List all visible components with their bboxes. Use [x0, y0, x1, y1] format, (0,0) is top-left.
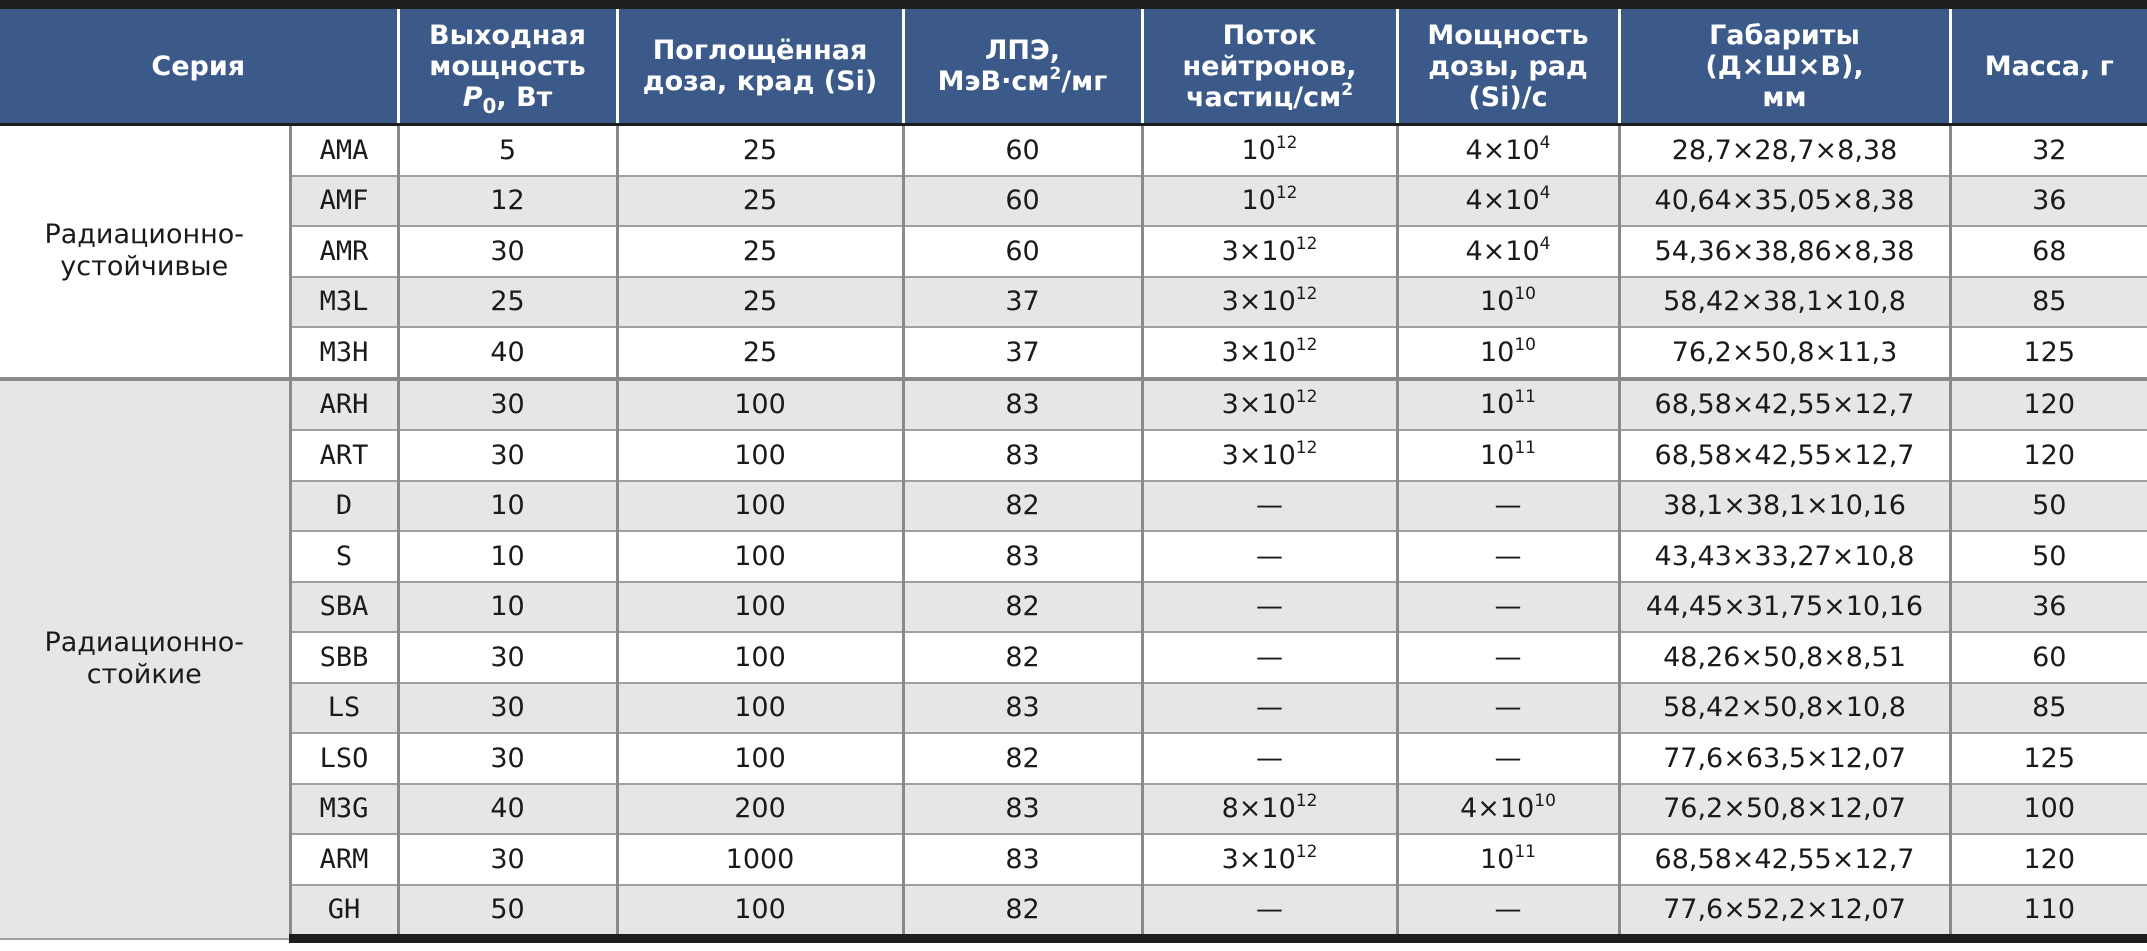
table-row [0, 430, 2147, 481]
rate-cell-base: 10 [1480, 439, 1515, 471]
dims-cell: 40,64×35,05×8,38 [1619, 176, 1950, 227]
header-power-var: P [462, 81, 483, 113]
flux-cell-base: — [1256, 742, 1283, 774]
rate-cell [1397, 784, 1619, 835]
rate-cell-base: 10 [1480, 336, 1515, 368]
rate-cell [1397, 125, 1619, 176]
let-cell: 60 [903, 125, 1142, 176]
group-cell-hardened [0, 379, 290, 939]
flux-cell-base: 10 [1241, 185, 1276, 217]
dose-cell: 25 [617, 277, 903, 328]
dose-cell: 100 [617, 885, 903, 939]
dims-cell: 44,45×31,75×10,16 [1619, 582, 1950, 633]
flux-cell [1142, 531, 1397, 582]
model-cell: ART [290, 430, 398, 481]
dims-cell: 68,58×42,55×12,7 [1619, 834, 1950, 885]
rate-cell-base: 10 [1480, 286, 1515, 318]
model-cell: SBA [290, 582, 398, 633]
rate-cell [1397, 379, 1619, 431]
header-let-sup: 2 [1049, 64, 1062, 84]
let-cell: 60 [903, 176, 1142, 227]
dims-cell: 28,7×28,7×8,38 [1619, 125, 1950, 176]
dims-cell: 43,43×33,27×10,8 [1619, 531, 1950, 582]
model-cell: D [290, 481, 398, 532]
dims-cell: 38,1×38,1×10,16 [1619, 481, 1950, 532]
header-row [0, 5, 2147, 125]
flux-cell [1142, 683, 1397, 734]
flux-cell-base: — [1256, 641, 1283, 673]
flux-cell [1142, 125, 1397, 176]
header-dims-line2: мм [1762, 81, 1807, 113]
mass-cell: 100 [1950, 784, 2147, 835]
mass-cell: 50 [1950, 531, 2147, 582]
power-cell: 30 [398, 379, 617, 431]
rate-cell-base: — [1494, 490, 1522, 522]
header-flux-line3a: частиц/см [1185, 81, 1342, 113]
dose-cell: 100 [617, 683, 903, 734]
flux-cell [1142, 632, 1397, 683]
rate-cell-base: 4×10 [1460, 793, 1535, 825]
rate-cell-base: 4×10 [1465, 134, 1540, 166]
dose-cell: 200 [617, 784, 903, 835]
dims-cell: 68,58×42,55×12,7 [1619, 379, 1950, 431]
flux-cell [1142, 885, 1397, 939]
group-cell-resistant [0, 125, 290, 379]
dims-cell: 54,36×38,86×8,38 [1619, 226, 1950, 277]
header-rate-line2: дозы, рад [1428, 50, 1588, 82]
mass-cell: 110 [1950, 885, 2147, 939]
flux-cell [1142, 481, 1397, 532]
header-let-line2a: МэВ·см [937, 66, 1050, 97]
mass-cell: 36 [1950, 176, 2147, 227]
model-cell: S [290, 531, 398, 582]
header-let-line1: ЛПЭ, [984, 35, 1061, 66]
power-cell: 30 [398, 226, 617, 277]
header-let-line2b: /мг [1061, 66, 1108, 97]
rate-cell [1397, 481, 1619, 532]
rate-cell-exp: 10 [1514, 284, 1536, 305]
rate-cell [1397, 531, 1619, 582]
group-label-line2: стойкие [86, 659, 202, 690]
rate-cell-exp: 4 [1539, 132, 1551, 153]
model-cell: AMF [290, 176, 398, 227]
rate-cell-exp: 4 [1539, 183, 1551, 204]
flux-cell-exp: 12 [1275, 132, 1298, 153]
table-row [0, 582, 2147, 633]
flux-cell-base: 10 [1241, 134, 1276, 166]
rate-cell [1397, 176, 1619, 227]
let-cell: 83 [903, 784, 1142, 835]
mass-cell: 85 [1950, 683, 2147, 734]
flux-cell-base: — [1256, 540, 1283, 572]
group-label-line1: Радиационно- [44, 219, 245, 251]
let-cell: 82 [903, 481, 1142, 532]
table-row [0, 481, 2147, 532]
mass-cell: 125 [1950, 327, 2147, 379]
flux-cell-base: 3×10 [1221, 843, 1296, 875]
let-cell: 60 [903, 226, 1142, 277]
mass-cell: 85 [1950, 277, 2147, 328]
rate-cell-exp: 10 [1534, 791, 1556, 812]
flux-cell-base: 3×10 [1221, 286, 1296, 318]
flux-cell-exp: 12 [1295, 437, 1318, 458]
flux-cell-base: — [1256, 692, 1283, 724]
header-series-text: Серия [151, 50, 246, 82]
header-power-line2: мощность [429, 50, 586, 82]
flux-cell-exp: 12 [1275, 183, 1298, 204]
mass-cell: 120 [1950, 834, 2147, 885]
model-cell: M3H [290, 327, 398, 379]
table-row [0, 277, 2147, 328]
flux-cell [1142, 430, 1397, 481]
header-power-sub: 0 [482, 93, 497, 118]
flux-cell-exp: 12 [1295, 284, 1318, 305]
power-cell: 30 [398, 430, 617, 481]
header-rate-line1: Мощность [1427, 19, 1589, 51]
let-cell: 83 [903, 834, 1142, 885]
dose-cell: 25 [617, 226, 903, 277]
dims-cell: 77,6×63,5×12,07 [1619, 733, 1950, 784]
header-series [0, 5, 398, 125]
group-label-line1: Радиационно- [44, 627, 245, 658]
header-power-unit: , Вт [496, 81, 553, 113]
table-row [0, 632, 2147, 683]
header-rate-line3: (Si)/с [1468, 81, 1548, 113]
let-cell: 83 [903, 531, 1142, 582]
rate-cell [1397, 834, 1619, 885]
dose-cell: 100 [617, 430, 903, 481]
rate-cell [1397, 327, 1619, 379]
power-cell: 50 [398, 885, 617, 939]
model-cell: LS [290, 683, 398, 734]
flux-cell-base: 3×10 [1221, 439, 1296, 471]
rate-cell [1397, 632, 1619, 683]
dose-cell: 25 [617, 327, 903, 379]
let-cell: 82 [903, 582, 1142, 633]
flux-cell [1142, 733, 1397, 784]
rate-cell-exp: 11 [1514, 437, 1536, 458]
rate-cell-base: — [1494, 591, 1522, 623]
model-cell: SBB [290, 632, 398, 683]
rate-cell-base: — [1494, 894, 1522, 926]
dose-cell: 100 [617, 582, 903, 633]
rate-cell [1397, 733, 1619, 784]
mass-cell: 125 [1950, 733, 2147, 784]
flux-cell-base: — [1256, 591, 1283, 623]
let-cell: 83 [903, 683, 1142, 734]
flux-cell-exp: 12 [1295, 791, 1318, 812]
mass-cell: 50 [1950, 481, 2147, 532]
rate-cell-base: — [1494, 692, 1522, 724]
table-row [0, 327, 2147, 379]
dims-cell: 58,42×50,8×10,8 [1619, 683, 1950, 734]
header-mass [1950, 5, 2147, 125]
flux-cell-exp: 12 [1295, 841, 1318, 862]
rate-cell [1397, 430, 1619, 481]
rate-cell [1397, 226, 1619, 277]
header-flux [1142, 5, 1397, 125]
mass-cell: 120 [1950, 430, 2147, 481]
dose-cell: 100 [617, 481, 903, 532]
rate-cell [1397, 582, 1619, 633]
table-row [0, 176, 2147, 227]
flux-cell [1142, 226, 1397, 277]
flux-cell-base: 3×10 [1221, 389, 1296, 421]
rate-cell-base: — [1494, 641, 1522, 673]
model-cell: AMR [290, 226, 398, 277]
mass-cell: 60 [1950, 632, 2147, 683]
power-cell: 25 [398, 277, 617, 328]
let-cell: 83 [903, 430, 1142, 481]
flux-cell-base: — [1256, 894, 1283, 926]
header-dose-line2: доза, крад (Si) [642, 66, 878, 97]
power-cell: 30 [398, 683, 617, 734]
rate-cell-exp: 4 [1539, 233, 1551, 254]
power-cell: 30 [398, 632, 617, 683]
power-cell: 40 [398, 784, 617, 835]
power-cell: 12 [398, 176, 617, 227]
header-power-line1: Выходная [429, 19, 586, 51]
flux-cell-exp: 12 [1295, 387, 1318, 408]
model-cell: ARM [290, 834, 398, 885]
flux-cell-exp: 12 [1295, 334, 1318, 355]
power-cell: 5 [398, 125, 617, 176]
dims-cell: 77,6×52,2×12,07 [1619, 885, 1950, 939]
table-row [0, 784, 2147, 835]
flux-cell-exp: 12 [1295, 233, 1318, 254]
power-cell: 10 [398, 582, 617, 633]
flux-cell [1142, 176, 1397, 227]
power-cell: 40 [398, 327, 617, 379]
rate-cell [1397, 885, 1619, 939]
dose-cell: 100 [617, 733, 903, 784]
dose-cell: 100 [617, 632, 903, 683]
header-mass-text: Масса, г [1984, 50, 2114, 82]
rate-cell-base: — [1494, 540, 1522, 572]
dims-cell: 76,2×50,8×11,3 [1619, 327, 1950, 379]
dims-cell: 58,42×38,1×10,8 [1619, 277, 1950, 328]
rate-cell-base: 4×10 [1465, 185, 1540, 217]
dims-cell: 76,2×50,8×12,07 [1619, 784, 1950, 835]
table-row [0, 683, 2147, 734]
power-cell: 10 [398, 481, 617, 532]
mass-cell: 32 [1950, 125, 2147, 176]
table-body [0, 125, 2147, 939]
header-power [398, 5, 617, 125]
flux-cell-base: 8×10 [1221, 793, 1296, 825]
header-dims [1619, 5, 1950, 125]
let-cell: 82 [903, 733, 1142, 784]
header-dose-line1: Поглощённая [652, 35, 868, 66]
let-cell: 83 [903, 379, 1142, 431]
let-cell: 37 [903, 277, 1142, 328]
model-cell: ARH [290, 379, 398, 431]
dose-cell: 100 [617, 531, 903, 582]
flux-cell [1142, 379, 1397, 431]
model-cell: GH [290, 885, 398, 939]
model-cell: M3G [290, 784, 398, 835]
dose-cell: 25 [617, 176, 903, 227]
table-row [0, 379, 2147, 431]
let-cell: 82 [903, 885, 1142, 939]
rate-cell-base: 4×10 [1465, 235, 1540, 267]
dose-cell: 1000 [617, 834, 903, 885]
header-let [903, 5, 1142, 125]
table-row [0, 531, 2147, 582]
rate-cell [1397, 683, 1619, 734]
mass-cell: 68 [1950, 226, 2147, 277]
table-row [0, 125, 2147, 176]
header-flux-line2: нейтронов, [1182, 50, 1357, 82]
model-cell: M3L [290, 277, 398, 328]
let-cell: 82 [903, 632, 1142, 683]
mass-cell: 36 [1950, 582, 2147, 633]
flux-cell-base: — [1256, 490, 1283, 522]
flux-cell-base: 3×10 [1221, 336, 1296, 368]
power-cell: 30 [398, 733, 617, 784]
dims-cell: 48,26×50,8×8,51 [1619, 632, 1950, 683]
rate-cell-exp: 11 [1514, 387, 1536, 408]
flux-cell [1142, 834, 1397, 885]
table-row [0, 885, 2147, 939]
header-dims-line1: Габариты (Д×Ш×В), [1705, 19, 1864, 82]
model-cell: AMA [290, 125, 398, 176]
dose-cell: 100 [617, 379, 903, 431]
let-cell: 37 [903, 327, 1142, 379]
power-cell: 30 [398, 834, 617, 885]
table-row [0, 733, 2147, 784]
header-dose [617, 5, 903, 125]
flux-cell-base: 3×10 [1221, 235, 1296, 267]
group-label-line2: устойчивые [60, 251, 229, 283]
table-row [0, 226, 2147, 277]
rate-cell-base: — [1494, 742, 1522, 774]
header-flux-line1: Поток [1222, 19, 1317, 51]
power-cell: 10 [398, 531, 617, 582]
dose-cell: 25 [617, 125, 903, 176]
table-row [0, 834, 2147, 885]
dims-cell: 68,58×42,55×12,7 [1619, 430, 1950, 481]
rate-cell [1397, 277, 1619, 328]
header-rate [1397, 5, 1619, 125]
rate-cell-base: 10 [1480, 389, 1515, 421]
rate-cell-exp: 11 [1514, 841, 1536, 862]
rate-cell-exp: 10 [1514, 334, 1536, 355]
flux-cell [1142, 327, 1397, 379]
header-flux-sup: 2 [1341, 79, 1354, 100]
model-cell: LSO [290, 733, 398, 784]
flux-cell [1142, 582, 1397, 633]
mass-cell: 120 [1950, 379, 2147, 431]
flux-cell [1142, 277, 1397, 328]
rate-cell-base: 10 [1480, 843, 1515, 875]
flux-cell [1142, 784, 1397, 835]
